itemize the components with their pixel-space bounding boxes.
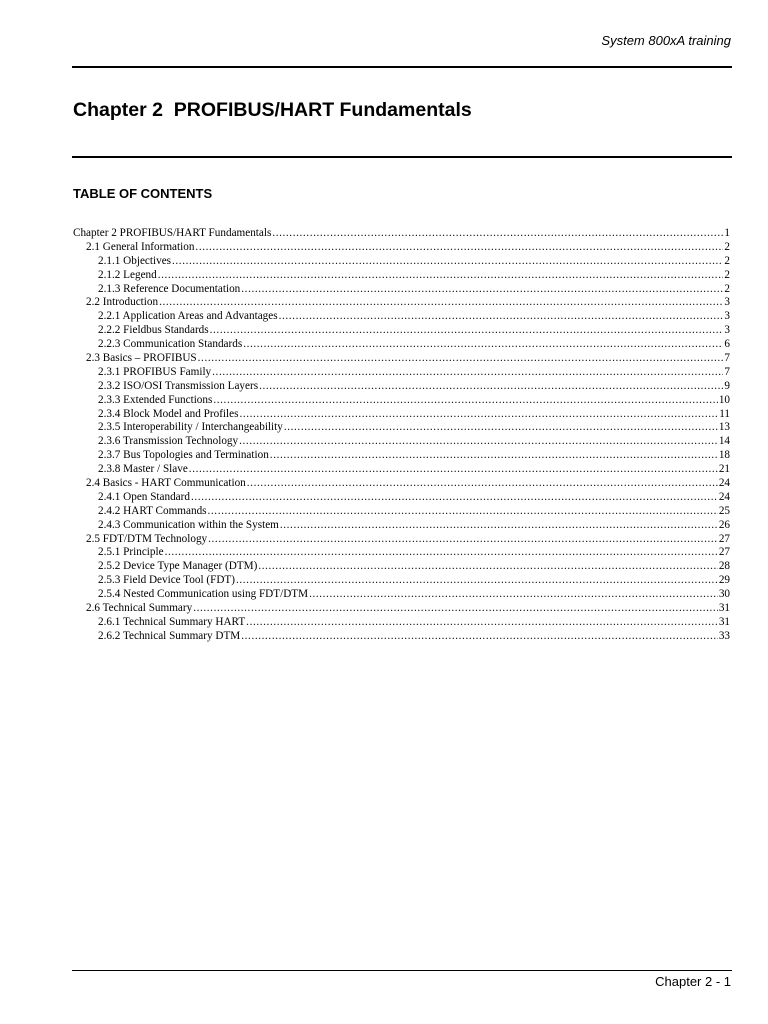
table-of-contents [73, 227, 730, 644]
toc-entry-label: 2.3.3 Extended Functions [98, 393, 213, 406]
toc-entry[interactable] [73, 574, 730, 588]
toc-entry[interactable] [73, 324, 730, 338]
toc-entry[interactable] [73, 380, 730, 394]
toc-entry-label: 2.5.2 Device Type Manager (DTM) [98, 560, 258, 573]
toc-entry-label: 2.5.1 Principle [98, 546, 164, 559]
toc-entry[interactable] [73, 519, 730, 533]
toc-entry-page: 18 [718, 449, 730, 462]
toc-entry[interactable] [73, 533, 730, 547]
toc-entry-page: 27 [718, 532, 730, 545]
toc-entry[interactable] [73, 296, 730, 310]
toc-entry-page: 11 [719, 407, 730, 420]
toc-dot-leader [210, 324, 724, 338]
toc-entry-label: 2.5.4 Nested Communication using FDT/DTM [98, 588, 309, 601]
toc-entry[interactable] [73, 269, 730, 283]
toc-entry-page: 3 [724, 296, 730, 309]
toc-dot-leader [198, 352, 724, 366]
toc-dot-leader [236, 574, 718, 588]
toc-entry-page: 26 [718, 518, 730, 531]
toc-entry[interactable] [73, 338, 730, 352]
toc-entry-page: 27 [718, 546, 730, 559]
running-header: System 800xA training [601, 33, 731, 48]
toc-entry[interactable] [73, 505, 730, 519]
toc-entry-page: 13 [718, 421, 730, 434]
toc-entry[interactable] [73, 630, 730, 644]
toc-entry-page: 33 [718, 629, 730, 642]
toc-entry-label: 2.2 Introduction [86, 296, 159, 309]
toc-entry-label: 2.2.3 Communication Standards [98, 338, 243, 351]
toc-entry-label: 2.4.1 Open Standard [98, 490, 190, 503]
toc-dot-leader [270, 449, 718, 463]
toc-entry-page: 2 [724, 282, 730, 295]
toc-dot-leader [243, 338, 723, 352]
toc-entry-label: 2.5 FDT/DTM Technology [86, 532, 208, 545]
toc-entry-label: 2.2.1 Application Areas and Advantages [98, 310, 278, 323]
toc-entry-label: 2.1.3 Reference Documentation [98, 282, 241, 295]
toc-entry-label: 2.3.5 Interoperability / Interchangeability [98, 421, 283, 434]
title-rule [72, 156, 732, 158]
toc-entry-page: 7 [724, 352, 730, 365]
toc-dot-leader [246, 616, 718, 630]
toc-entry-page: 28 [718, 560, 730, 573]
toc-entry-page: 3 [724, 324, 730, 337]
toc-entry-label: 2.4.2 HART Commands [98, 504, 207, 517]
toc-entry[interactable] [73, 560, 730, 574]
toc-entry[interactable] [73, 546, 730, 560]
toc-entry-label: 2.6.1 Technical Summary HART [98, 615, 246, 628]
toc-entry-page: 31 [718, 602, 730, 615]
toc-entry-label: 2.1.1 Objectives [98, 254, 172, 267]
toc-entry-label: 2.3.4 Block Model and Profiles [98, 407, 239, 420]
toc-dot-leader [159, 296, 723, 310]
toc-dot-leader [239, 408, 718, 422]
toc-dot-leader [280, 519, 718, 533]
toc-entry-page: 25 [718, 504, 730, 517]
toc-entry-label: 2.3.7 Bus Topologies and Termination [98, 449, 269, 462]
toc-entry[interactable] [73, 283, 730, 297]
toc-entry-label: 2.3.6 Transmission Technology [98, 435, 239, 448]
page-footer: Chapter 2 - 1 [655, 974, 731, 989]
toc-entry[interactable] [73, 227, 730, 241]
toc-entry[interactable] [73, 408, 730, 422]
toc-entry-page: 24 [718, 477, 730, 490]
toc-dot-leader [259, 380, 723, 394]
toc-dot-leader [284, 421, 718, 435]
toc-entry-page: 2 [724, 240, 730, 253]
toc-dot-leader [213, 394, 717, 408]
toc-entry-page: 7 [724, 365, 730, 378]
toc-entry-label: 2.4 Basics - HART Communication [86, 477, 246, 490]
toc-dot-leader [208, 505, 718, 519]
toc-entry-page: 1 [724, 227, 730, 239]
toc-dot-leader [208, 533, 718, 547]
toc-entry-page: 6 [724, 338, 730, 351]
toc-entry-label: 2.4.3 Communication within the System [98, 518, 279, 531]
toc-dot-leader [241, 283, 723, 297]
toc-dot-leader [193, 602, 718, 616]
toc-dot-leader [247, 477, 718, 491]
toc-entry[interactable] [73, 491, 730, 505]
header-rule [72, 66, 732, 68]
toc-entry-page: 10 [718, 393, 730, 406]
toc-entry-label: 2.6 Technical Summary [86, 602, 193, 615]
toc-entry[interactable] [73, 616, 730, 630]
footer-rule [72, 970, 732, 971]
toc-dot-leader [279, 310, 724, 324]
toc-entry-page: 14 [718, 435, 730, 448]
toc-entry[interactable] [73, 435, 730, 449]
chapter-title: Chapter 2 PROFIBUS/HART Fundamentals [73, 99, 472, 121]
toc-dot-leader [191, 491, 718, 505]
toc-entry-label: 2.1.2 Legend [98, 268, 157, 281]
toc-entry-page: 3 [724, 310, 730, 323]
toc-entry[interactable] [73, 602, 730, 616]
toc-entry-page: 2 [724, 254, 730, 267]
toc-entry[interactable] [73, 310, 730, 324]
toc-dot-leader [189, 463, 718, 477]
toc-entry[interactable] [73, 588, 730, 602]
toc-dot-leader [195, 241, 723, 255]
toc-dot-leader [158, 269, 724, 283]
toc-entry-label: 2.2.2 Fieldbus Standards [98, 324, 209, 337]
toc-entry-page: 9 [724, 379, 730, 392]
toc-entry-page: 29 [718, 574, 730, 587]
toc-entry-page: 24 [718, 490, 730, 503]
toc-entry[interactable] [73, 394, 730, 408]
toc-entry[interactable] [73, 255, 730, 269]
toc-entry-label: 2.6.2 Technical Summary DTM [98, 629, 241, 642]
toc-dot-leader [239, 435, 718, 449]
toc-entry-label: 2.3.8 Master / Slave [98, 463, 188, 476]
toc-entry-label: 2.3.2 ISO/OSI Transmission Layers [98, 379, 259, 392]
toc-dot-leader [165, 546, 718, 560]
toc-entry-page: 31 [718, 615, 730, 628]
toc-entry-label: 2.5.3 Field Device Tool (FDT) [98, 574, 235, 587]
toc-entry-page: 30 [718, 588, 730, 601]
toc-heading: TABLE OF CONTENTS [73, 186, 213, 201]
toc-dot-leader [241, 630, 718, 644]
toc-entry[interactable] [73, 421, 730, 435]
toc-dot-leader [272, 227, 723, 241]
toc-entry[interactable] [73, 241, 730, 255]
toc-dot-leader [258, 560, 718, 574]
toc-entry[interactable] [73, 477, 730, 491]
toc-entry[interactable] [73, 449, 730, 463]
toc-entry[interactable] [73, 366, 730, 380]
toc-entry-page: 21 [718, 463, 730, 476]
toc-entry-label: 2.3 Basics – PROFIBUS [86, 352, 197, 365]
toc-entry-label: 2.3.1 PROFIBUS Family [98, 365, 212, 378]
toc-dot-leader [212, 366, 723, 380]
toc-dot-leader [309, 588, 718, 602]
toc-dot-leader [172, 255, 723, 269]
toc-entry-label: Chapter 2 PROFIBUS/HART Fundamentals [73, 227, 272, 239]
toc-entry-label: 2.1 General Information [86, 240, 195, 253]
toc-entry-page: 2 [724, 268, 730, 281]
toc-entry[interactable] [73, 352, 730, 366]
toc-entry[interactable] [73, 463, 730, 477]
